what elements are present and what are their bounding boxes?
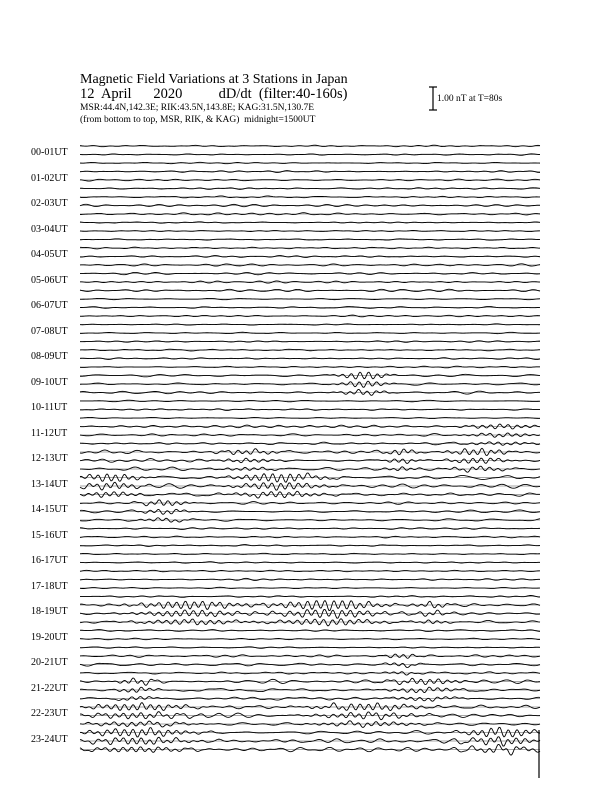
trace-msr [80, 417, 540, 418]
trace-rik [80, 663, 540, 668]
hour-label: 10-11UT [31, 402, 68, 413]
trace-rik [80, 536, 540, 538]
trace-msr [80, 570, 540, 571]
chart-title: Magnetic Field Variations at 3 Stations in Japan [80, 72, 348, 87]
trace-rik [80, 179, 540, 181]
hour-label: 13-14UT [31, 478, 68, 490]
trace-kag [80, 196, 540, 198]
hour-label: 15-16UT [31, 529, 68, 541]
trace-kag [80, 553, 540, 554]
hour-label: 09-10UT [31, 376, 68, 388]
trace-rik [80, 307, 540, 309]
hour-label: 14-15UT [31, 504, 68, 515]
trace-kag [80, 171, 540, 173]
trace-rik [80, 737, 540, 746]
date-year: 2020 [153, 86, 183, 102]
hour-label: 05-06UT [31, 274, 68, 286]
trace-rik [80, 358, 540, 360]
trace-kag [80, 500, 540, 506]
trace-rik [80, 609, 540, 618]
date-month: April [100, 86, 132, 102]
hour-label: 22-23UT [31, 708, 68, 719]
hour-label: 01-02UT [31, 172, 68, 184]
trace-msr [80, 315, 540, 317]
trace-rik [80, 256, 540, 258]
trace-rik [80, 587, 540, 588]
trace-kag [80, 727, 540, 737]
hour-label: 03-04UT [31, 223, 68, 235]
trace-msr [80, 697, 540, 702]
trace-kag [80, 578, 540, 580]
hour-label: 19-20UT [31, 631, 68, 643]
trace-kag [80, 247, 540, 249]
hour-label: 00-01UT [31, 147, 68, 158]
midnight-note: midnight=1500UT [244, 115, 316, 125]
trace-msr [80, 491, 540, 498]
hour-label: 11-12UT [31, 427, 68, 439]
trace-msr [80, 264, 540, 266]
trace-rik [80, 509, 540, 514]
hour-label: 12-13UT [31, 453, 68, 464]
trace-msr [80, 672, 540, 675]
trace-kag [80, 601, 540, 611]
trace-msr [80, 744, 540, 755]
trace-kag [80, 678, 540, 685]
hour-label: 02-03UT [31, 198, 68, 209]
trace-kag [80, 400, 540, 402]
trace-rik [80, 409, 540, 411]
filter-label: (filter:40-160s) [258, 86, 348, 102]
trace-msr [80, 466, 540, 472]
trace-kag [80, 324, 540, 325]
trace-rik [80, 712, 540, 720]
hour-label: 16-17UT [31, 555, 68, 566]
date-day: 12 [80, 86, 95, 102]
hour-label: 06-07UT [31, 300, 68, 311]
trace-msr [80, 366, 540, 368]
trace-msr [80, 619, 540, 626]
hour-label: 08-09UT [31, 351, 68, 362]
trace-msr [80, 162, 540, 163]
station-order-note: (from bottom to top, MSR, RIK, & KAG) [80, 115, 240, 125]
trace-rik [80, 562, 540, 563]
trace-rik [80, 458, 540, 463]
measure-label: dD/dt [218, 86, 252, 102]
hour-label: 07-08UT [31, 325, 68, 337]
hour-label: 04-05UT [31, 249, 68, 260]
hour-label: 20-21UT [31, 657, 68, 668]
trace-kag [80, 703, 540, 711]
hour-label: 18-19UT [31, 606, 68, 617]
trace-msr [80, 213, 540, 215]
trace-msr [80, 647, 540, 648]
hour-label: 23-24UT [31, 733, 68, 745]
trace-kag [80, 298, 540, 299]
trace-kag [80, 222, 540, 223]
trace-kag [80, 145, 540, 147]
trace-msr [80, 188, 540, 190]
hour-label: 17-18UT [31, 580, 68, 592]
trace-kag [80, 654, 540, 658]
trace-rik [80, 332, 540, 333]
scale-bar-label: 1.00 nT at T=80s [437, 94, 503, 104]
station-coordinates: MSR:44.4N,142.3E; RIK:43.5N,143.8E; KAG:31.5N,130.7E [80, 103, 315, 113]
hour-label: 21-22UT [31, 682, 68, 694]
trace-rik [80, 482, 540, 490]
